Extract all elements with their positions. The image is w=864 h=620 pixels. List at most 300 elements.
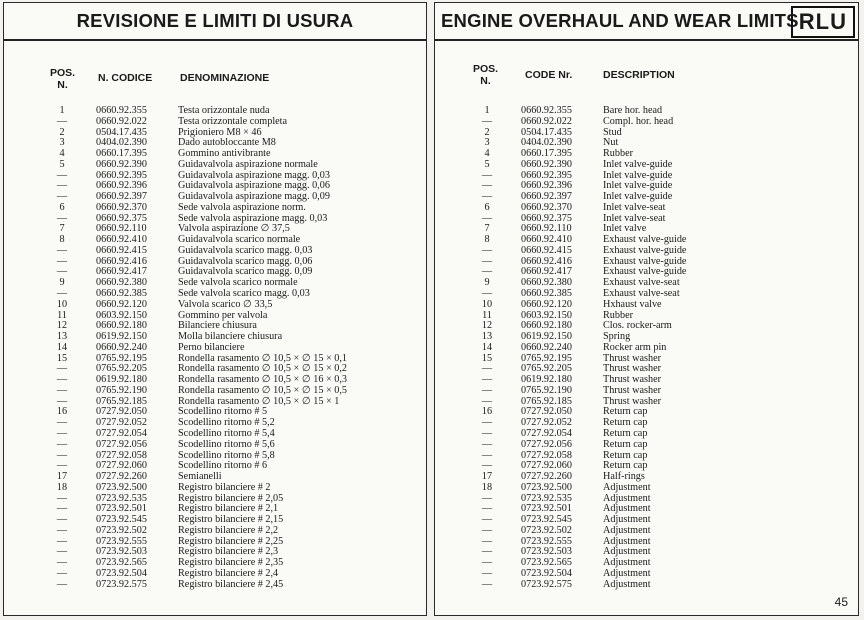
table-row [4, 160, 426, 171]
name-cell: Gommino antivibrante [178, 148, 271, 160]
name-cell: Return cap [603, 449, 648, 461]
name-cell: Guidavalvola scarico magg. 0,09 [178, 266, 313, 278]
pos-cell: — [481, 535, 493, 547]
code-cell: 0765.92.190 [521, 384, 572, 396]
table-row [4, 300, 426, 311]
code-cell: 0723.92.545 [521, 514, 572, 526]
pos-cell: — [481, 266, 493, 278]
pos-cell: — [56, 384, 68, 396]
table-row [435, 461, 858, 472]
pos-cell: — [481, 363, 493, 375]
name-cell: Testa orizzontale completa [178, 115, 288, 127]
pos-cell: — [56, 266, 68, 278]
pos-cell: — [481, 427, 493, 439]
name-cell: Compl. hor. head [603, 115, 674, 127]
name-cell: Registro bilanciere # 2,3 [178, 546, 279, 558]
left-col-code-header: N. CODICE [98, 72, 153, 84]
name-cell: Prigioniero M8 × 46 [178, 126, 262, 138]
code-cell: 0603.92.150 [521, 309, 572, 321]
name-cell: Adjustment [603, 492, 651, 504]
pos-cell: 7 [59, 223, 65, 235]
pos-cell: — [481, 374, 493, 386]
pos-cell: — [56, 535, 68, 547]
name-cell: Exhaust valve-guide [603, 266, 687, 278]
code-cell: 0765.92.195 [521, 352, 572, 364]
name-cell: Testa orizzontale nuda [178, 105, 270, 116]
code-cell: 0660.92.415 [96, 244, 147, 256]
name-cell: Scodellino ritorno # 5 [178, 406, 268, 418]
pos-cell: — [56, 115, 68, 127]
name-cell: Adjustment [603, 481, 651, 493]
name-cell: Rubber [603, 309, 633, 321]
pos-cell: — [56, 374, 68, 386]
code-cell: 0660.92.110 [521, 223, 572, 235]
pos-cell: — [56, 395, 68, 407]
table-row [435, 580, 858, 591]
code-cell: 0404.02.390 [96, 137, 147, 149]
pos-cell: — [481, 115, 493, 127]
section-badge: RLU [791, 6, 855, 38]
code-cell: 0660.17.395 [96, 148, 147, 160]
pos-cell: 16 [481, 406, 493, 418]
code-cell: 0660.92.370 [96, 201, 147, 213]
name-cell: Molla bilanciere chiusura [178, 331, 283, 343]
pos-cell: 15 [481, 352, 493, 364]
name-cell: Inlet valve-guide [603, 180, 673, 192]
code-cell: 0723.92.565 [521, 557, 572, 569]
name-cell: Guidavalvola scarico magg. 0,03 [178, 244, 313, 256]
code-cell: 0660.92.395 [521, 169, 572, 181]
name-cell: Inlet valve-seat [603, 212, 666, 224]
pos-cell: 9 [484, 277, 490, 289]
code-cell: 0660.92.396 [521, 180, 572, 192]
table-row [4, 343, 426, 354]
code-cell: 0404.02.390 [521, 137, 572, 149]
table-row [435, 483, 858, 494]
pos-cell: — [56, 524, 68, 536]
right-parts-list [435, 106, 858, 590]
name-cell: Bilanciere chiusura [178, 320, 257, 332]
pos-cell: 6 [59, 201, 65, 213]
pos-cell: — [481, 417, 493, 429]
pos-cell: — [481, 255, 493, 267]
pos-cell: 13 [481, 331, 493, 343]
pos-cell: 4 [484, 148, 490, 160]
pos-cell: — [56, 460, 68, 472]
pos-cell: 13 [56, 331, 68, 343]
pos-cell: — [481, 212, 493, 224]
name-cell: Return cap [603, 438, 648, 450]
code-cell: 0660.92.370 [521, 201, 572, 213]
pos-cell: 11 [57, 309, 67, 321]
name-cell: Sede valvola scarico magg. 0,03 [178, 288, 310, 300]
code-cell: 0660.92.110 [96, 223, 147, 235]
pos-cell: — [481, 244, 493, 256]
name-cell: Registro bilanciere # 2,2 [178, 524, 279, 536]
code-cell: 0660.92.375 [96, 212, 147, 224]
name-cell: Scodellino ritorno # 5,6 [178, 438, 275, 450]
pos-cell: 6 [484, 201, 490, 213]
name-cell: Gommino per valvola [178, 309, 268, 321]
code-cell: 0660.92.380 [96, 277, 147, 289]
pos-cell: — [56, 212, 68, 224]
pos-cell: — [481, 395, 493, 407]
pos-cell: — [56, 191, 68, 203]
pos-cell: 12 [481, 320, 493, 332]
name-cell: Adjustment [603, 514, 651, 526]
pos-cell: 18 [481, 481, 493, 493]
name-cell: Adjustment [603, 535, 651, 547]
name-cell: Adjustment [603, 567, 651, 579]
right-page-title: ENGINE OVERHAUL AND WEAR LIMITS [441, 10, 799, 31]
code-cell: 0660.92.417 [521, 266, 572, 278]
name-cell: Exhaust valve-seat [603, 277, 680, 289]
code-cell: 0765.92.205 [96, 363, 147, 375]
name-cell: Perno bilanciere [178, 341, 245, 353]
pos-cell: 7 [484, 223, 490, 235]
code-cell: 0723.92.502 [96, 524, 147, 536]
code-cell: 0660.92.120 [96, 298, 147, 310]
name-cell: Stud [603, 126, 622, 138]
code-cell: 0504.17.435 [96, 126, 147, 138]
name-cell: Sede valvola aspirazione norm. [178, 201, 306, 213]
pos-cell: — [56, 244, 68, 256]
table-row [435, 214, 858, 225]
pos-cell: — [56, 363, 68, 375]
name-cell: Adjustment [603, 503, 651, 515]
pos-cell: 12 [56, 320, 68, 332]
name-cell: Bare hor. head [603, 105, 663, 116]
code-cell: 0727.92.054 [96, 427, 147, 439]
code-cell: 0504.17.435 [521, 126, 572, 138]
code-cell: 0723.92.555 [96, 535, 147, 547]
pos-cell: 3 [484, 137, 490, 149]
code-cell: 0660.92.397 [521, 191, 572, 203]
name-cell: Exhaust valve-guide [603, 244, 687, 256]
name-cell: Rondella rasamento ∅ 10,5 × ∅ 15 × 0,5 [178, 384, 348, 396]
pos-cell: — [481, 449, 493, 461]
code-cell: 0660.92.390 [96, 158, 147, 170]
name-cell: Adjustment [603, 524, 651, 536]
name-cell: Inlet valve-guide [603, 158, 673, 170]
pos-cell: — [481, 438, 493, 450]
code-cell: 0723.92.575 [96, 578, 147, 590]
pos-cell: — [56, 503, 68, 515]
pos-cell: 16 [56, 406, 68, 418]
code-cell: 0723.92.535 [96, 492, 147, 504]
code-cell: 0723.92.502 [521, 524, 572, 536]
pos-cell: — [56, 557, 68, 569]
page-number: 45 [834, 595, 848, 609]
code-cell: 0660.92.380 [521, 277, 572, 289]
table-row [435, 128, 858, 139]
code-cell: 0723.92.500 [96, 481, 147, 493]
right-page-header [435, 3, 858, 41]
name-cell: Guidavalvola aspirazione magg. 0,09 [178, 191, 330, 203]
code-cell: 0727.92.052 [96, 417, 147, 429]
pos-cell: 11 [482, 309, 492, 321]
left-parts-list [4, 106, 426, 590]
code-cell: 0723.92.504 [521, 567, 572, 579]
code-cell: 0660.92.022 [521, 115, 572, 127]
code-cell: 0660.92.120 [521, 298, 572, 310]
name-cell: Scodellino ritorno # 5,4 [178, 427, 275, 439]
pos-cell: — [56, 514, 68, 526]
table-row [435, 117, 858, 128]
code-cell: 0727.92.056 [96, 438, 147, 450]
left-page-italian [3, 2, 427, 616]
name-cell: Adjustment [603, 546, 651, 558]
code-cell: 0660.92.410 [96, 234, 147, 246]
name-cell: Hxhaust valve [603, 298, 662, 310]
code-cell: 0723.92.565 [96, 557, 147, 569]
code-cell: 0723.92.535 [521, 492, 572, 504]
name-cell: Return cap [603, 406, 648, 418]
pos-cell: — [56, 578, 68, 590]
right-page-english [434, 2, 859, 616]
code-cell: 0619.92.180 [96, 374, 147, 386]
pos-cell: — [481, 460, 493, 472]
name-cell: Return cap [603, 417, 648, 429]
table-row [4, 440, 426, 451]
pos-cell: 2 [484, 126, 490, 138]
pos-cell: — [481, 557, 493, 569]
pos-cell: 14 [481, 341, 493, 353]
code-cell: 0765.92.190 [96, 384, 147, 396]
pos-cell: 3 [59, 137, 65, 149]
pos-cell: 5 [59, 158, 65, 170]
pos-cell: 14 [56, 341, 68, 353]
code-cell: 0619.92.180 [521, 374, 572, 386]
name-cell: Exhaust valve-guide [603, 234, 687, 246]
code-cell: 0660.92.396 [96, 180, 147, 192]
pos-cell: — [481, 524, 493, 536]
name-cell: Return cap [603, 427, 648, 439]
code-cell: 0727.92.050 [96, 406, 147, 418]
code-cell: 0660.92.417 [96, 266, 147, 278]
table-row [435, 300, 858, 311]
pos-cell: 1 [484, 105, 490, 116]
table-row [4, 580, 426, 591]
left-page-header [4, 3, 426, 41]
pos-cell: — [481, 578, 493, 590]
name-cell: Scodellino ritorno # 5,2 [178, 417, 275, 429]
name-cell: Rondella rasamento ∅ 10,5 × ∅ 16 × 0,3 [178, 374, 348, 386]
code-cell: 0723.92.504 [96, 567, 147, 579]
pos-cell: 17 [56, 471, 68, 483]
name-cell: Scodellino ritorno # 6 [178, 460, 268, 472]
name-cell: Inlet valve-guide [603, 169, 673, 181]
pos-cell: — [481, 288, 493, 300]
table-row [435, 160, 858, 171]
name-cell: Thrust washer [603, 374, 661, 386]
code-cell: 0660.92.375 [521, 212, 572, 224]
code-cell: 0660.92.240 [96, 341, 147, 353]
pos-cell: 18 [56, 481, 68, 493]
name-cell: Registro bilanciere # 2,35 [178, 557, 284, 569]
pos-cell: — [481, 191, 493, 203]
pos-cell: — [56, 288, 68, 300]
code-cell: 0660.92.355 [96, 105, 147, 116]
name-cell: Inlet valve [603, 223, 647, 235]
pos-cell: 10 [56, 298, 68, 310]
name-cell: Rubber [603, 148, 633, 160]
pos-cell: — [56, 492, 68, 504]
code-cell: 0660.92.397 [96, 191, 147, 203]
code-cell: 0727.92.260 [96, 471, 147, 483]
name-cell: Thrust washer [603, 384, 661, 396]
table-row [435, 321, 858, 332]
code-cell: 0765.92.185 [96, 395, 147, 407]
table-row [4, 483, 426, 494]
name-cell: Thrust washer [603, 395, 661, 407]
pos-cell: — [481, 514, 493, 526]
name-cell: Half-rings [603, 471, 645, 483]
code-cell: 0660.92.415 [521, 244, 572, 256]
pos-cell: — [481, 169, 493, 181]
pos-cell: 15 [56, 352, 68, 364]
pos-cell: — [481, 384, 493, 396]
pos-cell: — [56, 180, 68, 192]
name-cell: Return cap [603, 460, 648, 472]
code-cell: 0660.92.022 [96, 115, 147, 127]
code-cell: 0723.92.555 [521, 535, 572, 547]
table-row [435, 343, 858, 354]
code-cell: 0723.92.503 [96, 546, 147, 558]
right-col-name-header: DESCRIPTION [603, 69, 675, 81]
code-cell: 0723.92.503 [521, 546, 572, 558]
pos-cell: 1 [59, 105, 65, 116]
name-cell: Rocker arm pin [603, 341, 667, 353]
left-col-name-header: DENOMINAZIONE [180, 72, 270, 84]
name-cell: Exhaust valve-guide [603, 255, 687, 267]
name-cell: Clos. rocker-arm [603, 320, 672, 332]
table-row [4, 526, 426, 537]
pos-cell: — [56, 546, 68, 558]
name-cell: Dado autobloccante M8 [178, 137, 276, 149]
table-row [435, 440, 858, 451]
name-cell: Valvola scarico ∅ 33,5 [178, 298, 273, 310]
table-row [435, 138, 858, 149]
name-cell: Registro bilanciere # 2,45 [178, 578, 284, 590]
code-cell: 0727.92.056 [521, 438, 572, 450]
code-cell: 0619.92.150 [96, 331, 147, 343]
name-cell: Registro bilanciere # 2,15 [178, 514, 284, 526]
code-cell: 0765.92.205 [521, 363, 572, 375]
left-page-title: REVISIONE E LIMITI DI USURA [76, 10, 354, 31]
pos-cell: — [56, 449, 68, 461]
name-cell: Adjustment [603, 557, 651, 569]
code-cell: 0660.92.180 [96, 320, 147, 332]
pos-cell: 5 [484, 158, 490, 170]
code-cell: 0660.92.240 [521, 341, 572, 353]
pos-cell: — [56, 169, 68, 181]
pos-cell: 2 [59, 126, 65, 138]
name-cell: Thrust washer [603, 352, 661, 364]
code-cell: 0619.92.150 [521, 331, 572, 343]
left-col-pos-header: POS. N. [50, 67, 76, 91]
name-cell: Rondella rasamento ∅ 10,5 × ∅ 15 × 1 [178, 395, 340, 407]
pos-cell: — [56, 417, 68, 429]
code-cell: 0765.92.185 [521, 395, 572, 407]
name-cell: Registro bilanciere # 2,1 [178, 503, 279, 515]
code-cell: 0727.92.060 [96, 460, 147, 472]
name-cell: Spring [603, 331, 631, 343]
name-cell: Registro bilanciere # 2,05 [178, 492, 284, 504]
code-cell: 0603.92.150 [96, 309, 147, 321]
code-cell: 0727.92.054 [521, 427, 572, 439]
name-cell: Scodellino ritorno # 5,8 [178, 449, 275, 461]
code-cell: 0660.92.355 [521, 105, 572, 116]
name-cell: Nut [603, 137, 619, 149]
code-cell: 0660.92.416 [521, 255, 572, 267]
name-cell: Sede valvola aspirazione magg. 0,03 [178, 212, 328, 224]
name-cell: Guidavalvola aspirazione magg. 0,03 [178, 169, 330, 181]
name-cell: Registro bilanciere # 2 [178, 481, 271, 493]
code-cell: 0727.92.058 [96, 449, 147, 461]
name-cell: Sede valvola scarico normale [178, 277, 298, 289]
code-cell: 0723.92.545 [96, 514, 147, 526]
name-cell: Rondella rasamento ∅ 10,5 × ∅ 15 × 0,2 [178, 363, 348, 375]
code-cell: 0660.92.395 [96, 169, 147, 181]
right-col-pos-header: POS. N. [473, 63, 499, 87]
name-cell: Semianelli [178, 471, 222, 483]
name-cell: Guidavalvola scarico normale [178, 234, 301, 246]
name-cell: Guidavalvola aspirazione magg. 0,06 [178, 180, 330, 192]
code-cell: 0723.92.501 [96, 503, 147, 515]
code-cell: 0723.92.500 [521, 481, 572, 493]
code-cell: 0727.92.050 [521, 406, 572, 418]
code-cell: 0660.92.416 [96, 255, 147, 267]
code-cell: 0660.92.385 [96, 288, 147, 300]
name-cell: Guidavalvola scarico magg. 0,06 [178, 255, 313, 267]
name-cell: Rondella rasamento ∅ 10,5 × ∅ 15 × 0,1 [178, 352, 348, 364]
pos-cell: — [56, 427, 68, 439]
pos-cell: — [481, 180, 493, 192]
pos-cell: 9 [59, 277, 65, 289]
name-cell: Registro bilanciere # 2,25 [178, 535, 284, 547]
right-col-code-header: CODE Nr. [525, 69, 573, 81]
code-cell: 0660.92.410 [521, 234, 572, 246]
pos-cell: — [56, 438, 68, 450]
name-cell: Guidavalvola aspirazione normale [178, 158, 318, 170]
code-cell: 0723.92.575 [521, 578, 572, 590]
pos-cell: — [481, 567, 493, 579]
name-cell: Valvola aspirazione ∅ 37,5 [178, 223, 290, 235]
pos-cell: — [481, 503, 493, 515]
table-row [435, 526, 858, 537]
name-cell: Exhaust valve-seat [603, 288, 680, 300]
code-cell: 0727.92.060 [521, 460, 572, 472]
name-cell: Adjustment [603, 578, 651, 590]
code-cell: 0723.92.501 [521, 503, 572, 515]
code-cell: 0765.92.195 [96, 352, 147, 364]
code-cell: 0660.92.180 [521, 320, 572, 332]
code-cell: 0660.17.395 [521, 148, 572, 160]
pos-cell: 8 [59, 234, 65, 246]
code-cell: 0727.92.058 [521, 449, 572, 461]
code-cell: 0660.92.390 [521, 158, 572, 170]
name-cell: Thrust washer [603, 363, 661, 375]
table-row [4, 117, 426, 128]
code-cell: 0727.92.260 [521, 471, 572, 483]
pos-cell: — [481, 546, 493, 558]
name-cell: Inlet valve-guide [603, 191, 673, 203]
pos-cell: 17 [481, 471, 493, 483]
pos-cell: 10 [481, 298, 493, 310]
pos-cell: — [56, 255, 68, 267]
name-cell: Registro bilanciere # 2,4 [178, 567, 279, 579]
